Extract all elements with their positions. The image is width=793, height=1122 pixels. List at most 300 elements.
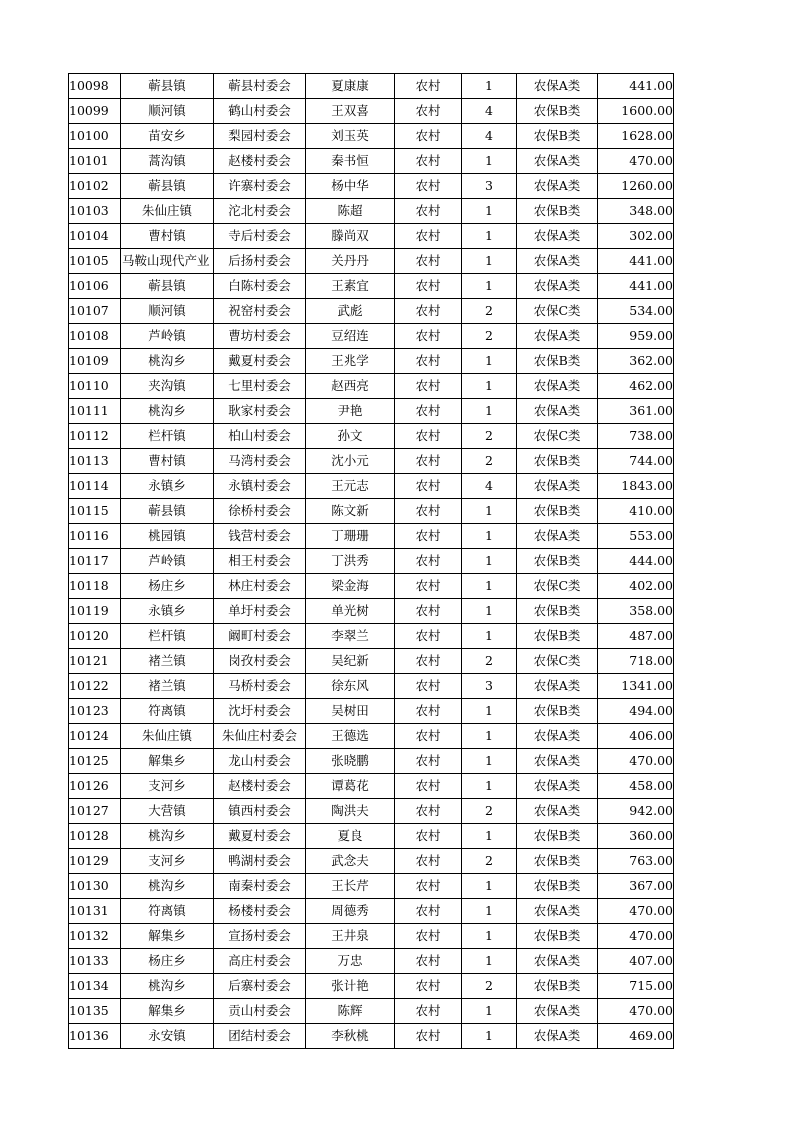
cell-category: 农保A类 — [517, 249, 598, 274]
cell-category: 农保A类 — [517, 949, 598, 974]
cell-name: 刘玉英 — [306, 124, 395, 149]
cell-area: 农村 — [395, 474, 462, 499]
cell-category: 农保B类 — [517, 499, 598, 524]
cell-area: 农村 — [395, 799, 462, 824]
cell-town: 朱仙庄镇 — [121, 199, 214, 224]
cell-id: 10134 — [69, 974, 121, 999]
table-row — [69, 324, 674, 349]
cell-amount: 407.00 — [598, 949, 674, 974]
cell-count: 4 — [462, 474, 517, 499]
cell-category: 农保C类 — [517, 574, 598, 599]
cell-amount: 1341.00 — [598, 674, 674, 699]
cell-village: 柏山村委会 — [214, 424, 306, 449]
cell-name: 陈辉 — [306, 999, 395, 1024]
cell-count: 2 — [462, 799, 517, 824]
cell-village: 马桥村委会 — [214, 674, 306, 699]
cell-village: 杨楼村委会 — [214, 899, 306, 924]
cell-name: 李翠兰 — [306, 624, 395, 649]
cell-amount: 406.00 — [598, 724, 674, 749]
cell-count: 1 — [462, 249, 517, 274]
cell-category: 农保A类 — [517, 799, 598, 824]
cell-name: 关丹丹 — [306, 249, 395, 274]
cell-id: 10136 — [69, 1024, 121, 1049]
cell-count: 1 — [462, 224, 517, 249]
cell-name: 徐东风 — [306, 674, 395, 699]
cell-amount: 763.00 — [598, 849, 674, 874]
cell-area: 农村 — [395, 574, 462, 599]
cell-amount: 534.00 — [598, 299, 674, 324]
table-row — [69, 274, 674, 299]
cell-village: 白陈村委会 — [214, 274, 306, 299]
table-row — [69, 299, 674, 324]
cell-name: 王元志 — [306, 474, 395, 499]
cell-town: 曹村镇 — [121, 224, 214, 249]
cell-id: 10104 — [69, 224, 121, 249]
cell-amount: 361.00 — [598, 399, 674, 424]
cell-area: 农村 — [395, 499, 462, 524]
cell-name: 孙文 — [306, 424, 395, 449]
cell-town: 桃沟乡 — [121, 399, 214, 424]
cell-id: 10135 — [69, 999, 121, 1024]
cell-town: 桃沟乡 — [121, 874, 214, 899]
cell-count: 1 — [462, 999, 517, 1024]
table-row — [69, 774, 674, 799]
cell-area: 农村 — [395, 399, 462, 424]
cell-category: 农保A类 — [517, 324, 598, 349]
cell-town: 顺河镇 — [121, 99, 214, 124]
cell-village: 赵楼村委会 — [214, 774, 306, 799]
cell-village: 曹坊村委会 — [214, 324, 306, 349]
table-row — [69, 424, 674, 449]
cell-id: 10099 — [69, 99, 121, 124]
cell-id: 10118 — [69, 574, 121, 599]
table-row — [69, 624, 674, 649]
cell-area: 农村 — [395, 74, 462, 99]
cell-amount: 718.00 — [598, 649, 674, 674]
cell-category: 农保B类 — [517, 99, 598, 124]
cell-category: 农保B类 — [517, 349, 598, 374]
cell-area: 农村 — [395, 549, 462, 574]
cell-town: 苗安乡 — [121, 124, 214, 149]
cell-id: 10123 — [69, 699, 121, 724]
cell-town: 芦岭镇 — [121, 324, 214, 349]
table-row — [69, 124, 674, 149]
cell-count: 2 — [462, 849, 517, 874]
cell-name: 王井泉 — [306, 924, 395, 949]
cell-village: 耿家村委会 — [214, 399, 306, 424]
cell-category: 农保B类 — [517, 874, 598, 899]
cell-amount: 738.00 — [598, 424, 674, 449]
cell-town: 桃沟乡 — [121, 349, 214, 374]
cell-category: 农保B类 — [517, 849, 598, 874]
cell-category: 农保A类 — [517, 749, 598, 774]
cell-area: 农村 — [395, 274, 462, 299]
cell-id: 10127 — [69, 799, 121, 824]
cell-area: 农村 — [395, 924, 462, 949]
cell-amount: 441.00 — [598, 74, 674, 99]
cell-category: 农保B类 — [517, 699, 598, 724]
table-row — [69, 224, 674, 249]
cell-count: 1 — [462, 374, 517, 399]
table-row — [69, 924, 674, 949]
cell-amount: 444.00 — [598, 549, 674, 574]
cell-area: 农村 — [395, 424, 462, 449]
cell-name: 张晓鹏 — [306, 749, 395, 774]
cell-category: 农保A类 — [517, 374, 598, 399]
cell-id: 10116 — [69, 524, 121, 549]
cell-village: 后寨村委会 — [214, 974, 306, 999]
cell-village: 岗孜村委会 — [214, 649, 306, 674]
cell-id: 10107 — [69, 299, 121, 324]
cell-amount: 360.00 — [598, 824, 674, 849]
table-row — [69, 599, 674, 624]
cell-id: 10115 — [69, 499, 121, 524]
cell-amount: 441.00 — [598, 249, 674, 274]
cell-count: 1 — [462, 524, 517, 549]
table-row — [69, 724, 674, 749]
cell-amount: 458.00 — [598, 774, 674, 799]
cell-town: 永安镇 — [121, 1024, 214, 1049]
cell-name: 谭葛花 — [306, 774, 395, 799]
cell-count: 3 — [462, 674, 517, 699]
cell-area: 农村 — [395, 774, 462, 799]
cell-category: 农保C类 — [517, 649, 598, 674]
cell-area: 农村 — [395, 824, 462, 849]
cell-name: 李秋桃 — [306, 1024, 395, 1049]
cell-name: 王德选 — [306, 724, 395, 749]
cell-amount: 715.00 — [598, 974, 674, 999]
cell-count: 1 — [462, 149, 517, 174]
cell-category: 农保A类 — [517, 274, 598, 299]
cell-area: 农村 — [395, 749, 462, 774]
table-row — [69, 949, 674, 974]
cell-count: 2 — [462, 424, 517, 449]
table-row — [69, 399, 674, 424]
cell-amount: 367.00 — [598, 874, 674, 899]
cell-area: 农村 — [395, 449, 462, 474]
cell-amount: 469.00 — [598, 1024, 674, 1049]
cell-id: 10117 — [69, 549, 121, 574]
cell-town: 褚兰镇 — [121, 674, 214, 699]
cell-town: 褚兰镇 — [121, 649, 214, 674]
cell-village: 梨园村委会 — [214, 124, 306, 149]
table-row — [69, 699, 674, 724]
cell-amount: 362.00 — [598, 349, 674, 374]
cell-name: 秦书恒 — [306, 149, 395, 174]
table-row — [69, 749, 674, 774]
cell-town: 顺河镇 — [121, 299, 214, 324]
cell-area: 农村 — [395, 124, 462, 149]
cell-town: 永镇乡 — [121, 474, 214, 499]
cell-name: 王长芹 — [306, 874, 395, 899]
table-row — [69, 449, 674, 474]
cell-name: 王双喜 — [306, 99, 395, 124]
table-row — [69, 349, 674, 374]
cell-name: 吴树田 — [306, 699, 395, 724]
cell-id: 10109 — [69, 349, 121, 374]
table-row — [69, 499, 674, 524]
cell-id: 10113 — [69, 449, 121, 474]
cell-village: 许寨村委会 — [214, 174, 306, 199]
cell-village: 沈圩村委会 — [214, 699, 306, 724]
benefit-table — [68, 73, 674, 1049]
cell-area: 农村 — [395, 349, 462, 374]
cell-village: 高庄村委会 — [214, 949, 306, 974]
cell-category: 农保B类 — [517, 924, 598, 949]
table-row — [69, 549, 674, 574]
cell-name: 王兆学 — [306, 349, 395, 374]
cell-village: 戴夏村委会 — [214, 824, 306, 849]
cell-town: 蕲县镇 — [121, 74, 214, 99]
table-row — [69, 199, 674, 224]
cell-town: 解集乡 — [121, 924, 214, 949]
cell-village: 寺后村委会 — [214, 224, 306, 249]
cell-id: 10106 — [69, 274, 121, 299]
table-row — [69, 524, 674, 549]
cell-category: 农保A类 — [517, 224, 598, 249]
cell-name: 单光树 — [306, 599, 395, 624]
cell-count: 1 — [462, 749, 517, 774]
cell-id: 10132 — [69, 924, 121, 949]
cell-count: 3 — [462, 174, 517, 199]
cell-category: 农保C类 — [517, 299, 598, 324]
cell-area: 农村 — [395, 599, 462, 624]
cell-count: 2 — [462, 324, 517, 349]
cell-count: 1 — [462, 549, 517, 574]
cell-town: 支河乡 — [121, 774, 214, 799]
cell-count: 1 — [462, 499, 517, 524]
cell-amount: 494.00 — [598, 699, 674, 724]
cell-category: 农保A类 — [517, 724, 598, 749]
cell-name: 吴纪新 — [306, 649, 395, 674]
cell-category: 农保A类 — [517, 174, 598, 199]
cell-id: 10133 — [69, 949, 121, 974]
cell-id: 10102 — [69, 174, 121, 199]
cell-id: 10098 — [69, 74, 121, 99]
cell-category: 农保A类 — [517, 999, 598, 1024]
cell-id: 10114 — [69, 474, 121, 499]
cell-category: 农保B类 — [517, 549, 598, 574]
cell-area: 农村 — [395, 99, 462, 124]
cell-id: 10105 — [69, 249, 121, 274]
cell-count: 1 — [462, 774, 517, 799]
cell-village: 鸭湖村委会 — [214, 849, 306, 874]
cell-name: 滕尚双 — [306, 224, 395, 249]
cell-town: 永镇乡 — [121, 599, 214, 624]
cell-amount: 348.00 — [598, 199, 674, 224]
cell-category: 农保A类 — [517, 74, 598, 99]
cell-amount: 744.00 — [598, 449, 674, 474]
cell-name: 王素宜 — [306, 274, 395, 299]
cell-area: 农村 — [395, 624, 462, 649]
cell-name: 陈超 — [306, 199, 395, 224]
cell-area: 农村 — [395, 524, 462, 549]
cell-area: 农村 — [395, 299, 462, 324]
cell-town: 夹沟镇 — [121, 374, 214, 399]
table-row — [69, 849, 674, 874]
cell-village: 镇西村委会 — [214, 799, 306, 824]
cell-town: 大营镇 — [121, 799, 214, 824]
cell-town: 蒿沟镇 — [121, 149, 214, 174]
cell-count: 1 — [462, 274, 517, 299]
cell-amount: 470.00 — [598, 999, 674, 1024]
cell-area: 农村 — [395, 724, 462, 749]
cell-count: 1 — [462, 574, 517, 599]
cell-amount: 470.00 — [598, 899, 674, 924]
cell-town: 芦岭镇 — [121, 549, 214, 574]
table-row — [69, 474, 674, 499]
cell-town: 曹村镇 — [121, 449, 214, 474]
cell-village: 阚町村委会 — [214, 624, 306, 649]
cell-village: 沱北村委会 — [214, 199, 306, 224]
table-row — [69, 574, 674, 599]
cell-count: 1 — [462, 1024, 517, 1049]
cell-amount: 959.00 — [598, 324, 674, 349]
cell-area: 农村 — [395, 874, 462, 899]
cell-village: 蕲县村委会 — [214, 74, 306, 99]
cell-area: 农村 — [395, 999, 462, 1024]
cell-village: 南秦村委会 — [214, 874, 306, 899]
cell-count: 1 — [462, 74, 517, 99]
cell-count: 1 — [462, 599, 517, 624]
cell-category: 农保A类 — [517, 674, 598, 699]
cell-town: 解集乡 — [121, 749, 214, 774]
cell-village: 贡山村委会 — [214, 999, 306, 1024]
table-row — [69, 649, 674, 674]
cell-category: 农保A类 — [517, 774, 598, 799]
cell-town: 蕲县镇 — [121, 274, 214, 299]
cell-count: 1 — [462, 949, 517, 974]
cell-count: 2 — [462, 974, 517, 999]
cell-village: 单圩村委会 — [214, 599, 306, 624]
cell-village: 钱营村委会 — [214, 524, 306, 549]
cell-category: 农保B类 — [517, 124, 598, 149]
cell-village: 林庄村委会 — [214, 574, 306, 599]
cell-town: 解集乡 — [121, 999, 214, 1024]
table-row — [69, 974, 674, 999]
cell-area: 农村 — [395, 974, 462, 999]
cell-name: 周德秀 — [306, 899, 395, 924]
cell-village: 鹤山村委会 — [214, 99, 306, 124]
cell-village: 团结村委会 — [214, 1024, 306, 1049]
cell-area: 农村 — [395, 199, 462, 224]
cell-town: 朱仙庄镇 — [121, 724, 214, 749]
cell-amount: 1260.00 — [598, 174, 674, 199]
cell-area: 农村 — [395, 324, 462, 349]
cell-category: 农保A类 — [517, 899, 598, 924]
cell-amount: 441.00 — [598, 274, 674, 299]
cell-id: 10126 — [69, 774, 121, 799]
cell-area: 农村 — [395, 374, 462, 399]
cell-id: 10121 — [69, 649, 121, 674]
table-row — [69, 674, 674, 699]
cell-id: 10108 — [69, 324, 121, 349]
cell-name: 武彪 — [306, 299, 395, 324]
table-row — [69, 1024, 674, 1049]
cell-category: 农保A类 — [517, 524, 598, 549]
cell-area: 农村 — [395, 649, 462, 674]
cell-village: 朱仙庄村委会 — [214, 724, 306, 749]
cell-town: 桃沟乡 — [121, 824, 214, 849]
cell-town: 蕲县镇 — [121, 499, 214, 524]
cell-amount: 553.00 — [598, 524, 674, 549]
cell-id: 10100 — [69, 124, 121, 149]
cell-village: 永镇村委会 — [214, 474, 306, 499]
cell-id: 10128 — [69, 824, 121, 849]
cell-id: 10110 — [69, 374, 121, 399]
cell-town: 支河乡 — [121, 849, 214, 874]
cell-area: 农村 — [395, 174, 462, 199]
cell-id: 10122 — [69, 674, 121, 699]
table-row — [69, 874, 674, 899]
cell-area: 农村 — [395, 249, 462, 274]
cell-name: 赵西亮 — [306, 374, 395, 399]
cell-village: 赵楼村委会 — [214, 149, 306, 174]
cell-category: 农保B类 — [517, 974, 598, 999]
cell-town: 符离镇 — [121, 699, 214, 724]
cell-count: 1 — [462, 199, 517, 224]
table-row — [69, 149, 674, 174]
cell-area: 农村 — [395, 149, 462, 174]
cell-area: 农村 — [395, 224, 462, 249]
cell-count: 2 — [462, 649, 517, 674]
cell-id: 10103 — [69, 199, 121, 224]
cell-amount: 487.00 — [598, 624, 674, 649]
cell-name: 丁洪秀 — [306, 549, 395, 574]
cell-count: 2 — [462, 299, 517, 324]
table-row — [69, 74, 674, 99]
cell-amount: 302.00 — [598, 224, 674, 249]
cell-id: 10111 — [69, 399, 121, 424]
cell-town: 栏杆镇 — [121, 624, 214, 649]
cell-id: 10131 — [69, 899, 121, 924]
cell-amount: 462.00 — [598, 374, 674, 399]
cell-area: 农村 — [395, 899, 462, 924]
cell-id: 10101 — [69, 149, 121, 174]
table-row — [69, 99, 674, 124]
cell-village: 戴夏村委会 — [214, 349, 306, 374]
cell-area: 农村 — [395, 699, 462, 724]
cell-category: 农保A类 — [517, 399, 598, 424]
cell-town: 符离镇 — [121, 899, 214, 924]
cell-count: 1 — [462, 699, 517, 724]
cell-village: 马湾村委会 — [214, 449, 306, 474]
cell-amount: 942.00 — [598, 799, 674, 824]
cell-name: 夏良 — [306, 824, 395, 849]
cell-count: 1 — [462, 924, 517, 949]
cell-name: 夏康康 — [306, 74, 395, 99]
cell-area: 农村 — [395, 674, 462, 699]
cell-count: 4 — [462, 124, 517, 149]
cell-village: 相王村委会 — [214, 549, 306, 574]
cell-town: 马鞍山现代产业 — [121, 249, 214, 274]
cell-name: 万忠 — [306, 949, 395, 974]
cell-id: 10119 — [69, 599, 121, 624]
cell-name: 杨中华 — [306, 174, 395, 199]
cell-name: 尹艳 — [306, 399, 395, 424]
cell-id: 10124 — [69, 724, 121, 749]
cell-amount: 1628.00 — [598, 124, 674, 149]
cell-area: 农村 — [395, 949, 462, 974]
table-row — [69, 174, 674, 199]
cell-amount: 410.00 — [598, 499, 674, 524]
cell-category: 农保B类 — [517, 599, 598, 624]
table-row — [69, 899, 674, 924]
cell-amount: 470.00 — [598, 924, 674, 949]
cell-count: 2 — [462, 449, 517, 474]
table-row — [69, 999, 674, 1024]
cell-name: 陶洪夫 — [306, 799, 395, 824]
